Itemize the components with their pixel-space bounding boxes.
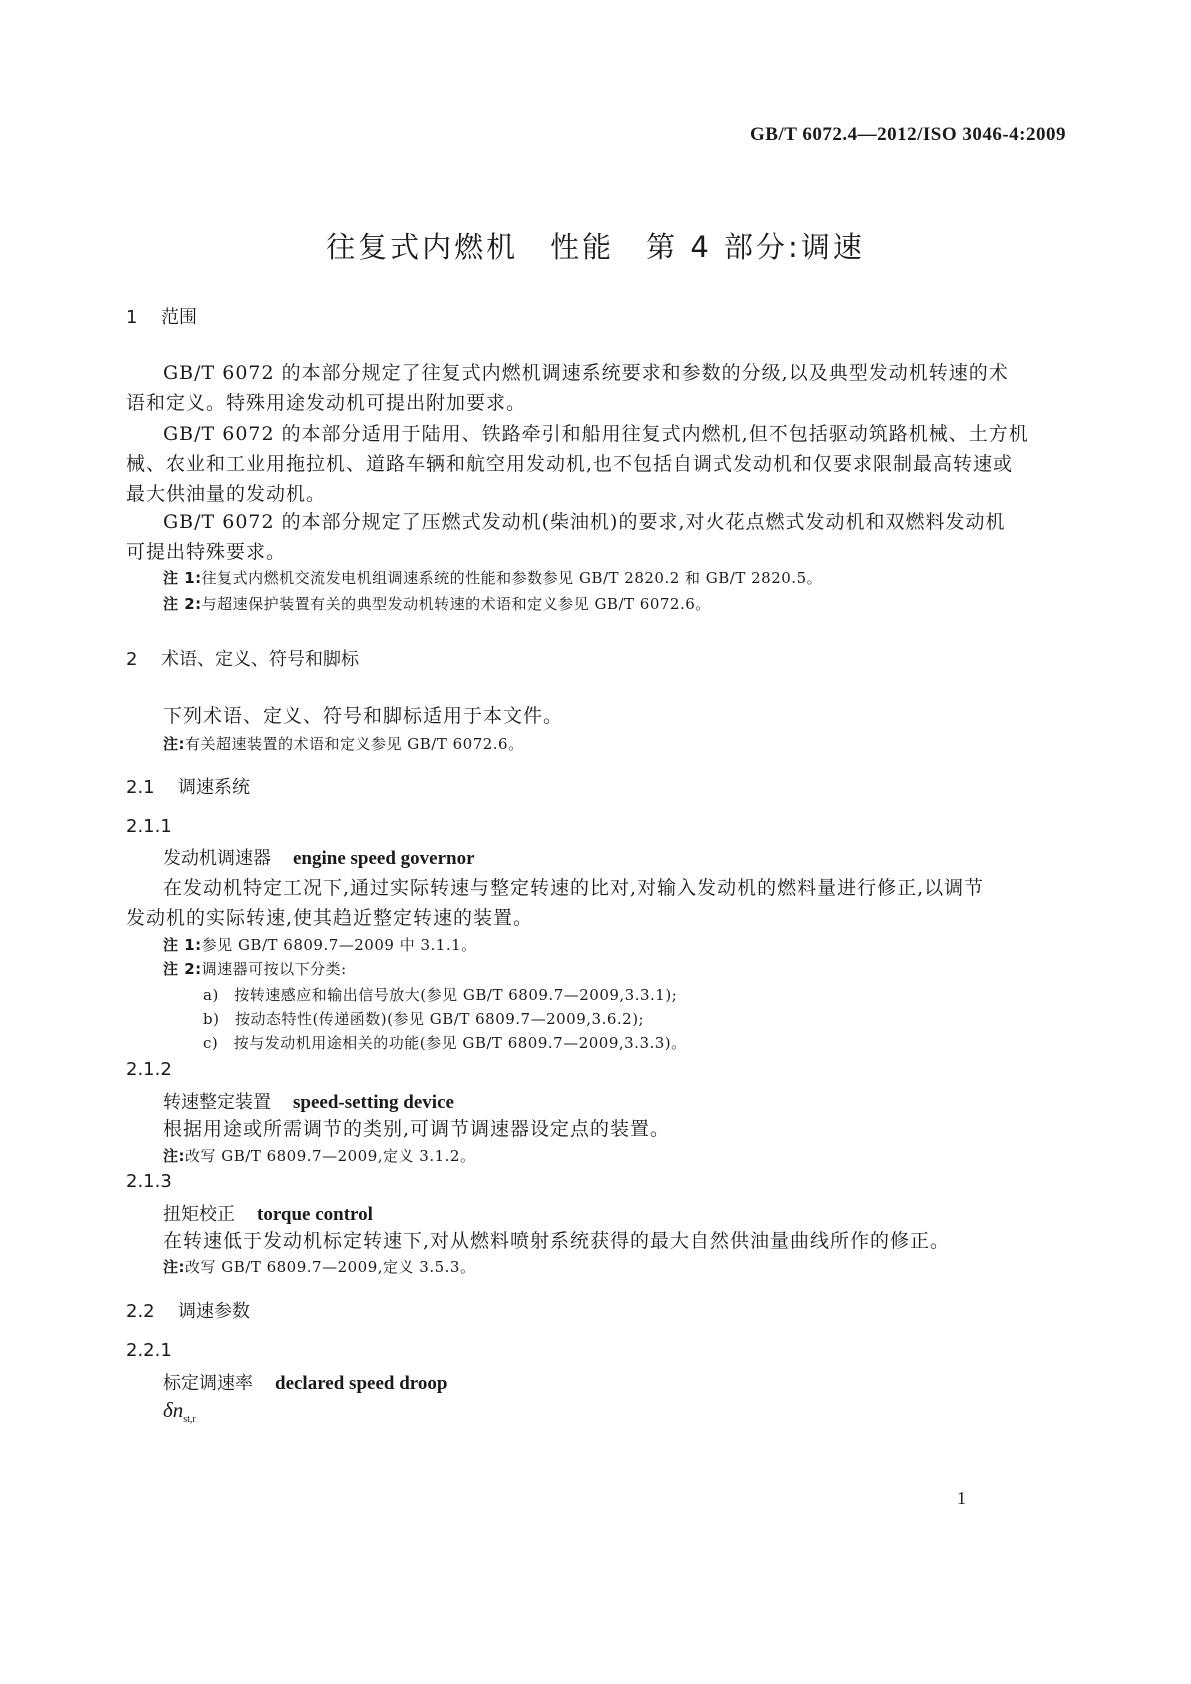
definition-line: 在发动机特定工况下,通过实际转速与整定转速的比对,对输入发动机的燃料量进行修正,以调节 [163,877,985,899]
page-title: 往复式内燃机 性能 第 4 部分:调速 [326,230,865,264]
subsection-2-1-heading [126,773,250,799]
term-english: speed-setting device [293,1092,454,1113]
paragraph-line: 语和定义。特殊用途发动机可提出附加要求。 [126,392,527,414]
term-symbol [163,1398,196,1425]
section-title: 调速系统 [178,777,250,798]
term-number: 2.1.2 [126,1059,172,1080]
symbol-main: δn [163,1398,184,1422]
note-label: 注 1: [163,569,202,587]
symbol-subscript: st,r [183,1414,196,1426]
note-text: 调速器可按以下分类: [201,960,347,978]
note [163,958,347,979]
section-number: 2 [126,649,138,670]
note-label: 注 1: [163,936,202,954]
section-title: 术语、定义、符号和脚标 [161,649,359,670]
section-number: 1 [126,307,138,328]
term-english: declared speed droop [275,1373,448,1394]
note-label: 注 2: [163,960,202,978]
note [163,593,711,614]
section-title: 范围 [161,307,197,328]
list-item: a) 按转速感应和输出信号放大(参见 GB/T 6809.7—2009,3.3.1); [203,986,678,1004]
note-label: 注: [163,1147,185,1165]
paragraph-line: 最大供油量的发动机。 [126,483,327,505]
note-label: 注 2: [163,595,202,613]
section-title: 调速参数 [178,1301,250,1322]
note-text: 改写 GB/T 6809.7—2009,定义 3.5.3。 [185,1258,476,1276]
section-2-heading [126,645,359,671]
definition-line: 发动机的实际转速,使其趋近整定转速的装置。 [126,907,534,929]
paragraph-line: GB/T 6072 的本部分规定了往复式内燃机调速系统要求和参数的分级,以及典型发动机转速的术 [163,362,1009,384]
note-label: 注: [163,1258,185,1276]
paragraph-line: 可提出特殊要求。 [126,541,287,563]
note [163,567,822,588]
note-text: 有关超速装置的术语和定义参见 GB/T 6072.6。 [185,735,524,753]
list-item: b) 按动态特性(传递函数)(参见 GB/T 6809.7—2009,3.6.2); [203,1010,645,1028]
standard-number: GB/T 6072.4—2012/ISO 3046-4:2009 [750,124,1066,145]
note-text: 参见 GB/T 6809.7—2009 中 3.1.1。 [201,936,477,954]
term-chinese: 扭矩校正 [163,1204,235,1225]
list-item: c) 按与发动机用途相关的功能(参见 GB/T 6809.7—2009,3.3.3)。 [203,1034,687,1052]
subsection-2-2-heading [126,1297,250,1323]
paragraph-line: 下列术语、定义、符号和脚标适用于本文件。 [163,705,564,727]
term-number: 2.1.1 [126,816,172,837]
term-chinese: 转速整定装置 [163,1092,271,1113]
note [163,1145,475,1166]
section-number: 2.1 [126,777,155,798]
section-1-heading [126,303,197,329]
term-english: engine speed governor [293,848,475,869]
page-number: 1 [957,1488,966,1508]
note [163,733,524,754]
paragraph-line: GB/T 6072 的本部分适用于陆用、铁路牵引和船用往复式内燃机,但不包括驱动筑路机械、土方机 [163,423,1029,445]
definition-line: 根据用途或所需调节的类别,可调节调速器设定点的装置。 [163,1118,671,1140]
note [163,1256,475,1277]
section-number: 2.2 [126,1301,155,1322]
term-chinese: 发动机调速器 [163,848,271,869]
term-heading [163,1088,454,1114]
paragraph-line: 械、农业和工业用拖拉机、道路车辆和航空用发动机,也不包括自调式发动机和仅要求限制最高转速或 [126,453,1014,475]
term-heading [163,1200,373,1226]
note-label: 注: [163,735,185,753]
note-text: 改写 GB/T 6809.7—2009,定义 3.1.2。 [185,1147,476,1165]
term-number: 2.2.1 [126,1340,172,1361]
note-text: 与超速保护装置有关的典型发动机转速的术语和定义参见 GB/T 6072.6。 [201,595,711,613]
term-chinese: 标定调速率 [163,1373,253,1394]
term-number: 2.1.3 [126,1171,172,1192]
term-heading [163,1369,447,1395]
term-heading [163,844,475,870]
definition-line: 在转速低于发动机标定转速下,对从燃料喷射系统获得的最大自然供油量曲线所作的修正。 [163,1230,951,1252]
note-text: 往复式内燃机交流发电机组调速系统的性能和参数参见 GB/T 2820.2 和 GB/T 2820.5。 [201,569,823,587]
term-english: torque control [257,1204,373,1225]
paragraph-line: GB/T 6072 的本部分规定了压燃式发动机(柴油机)的要求,对火花点燃式发动机和双燃料发动机 [163,511,1006,533]
note [163,934,477,955]
